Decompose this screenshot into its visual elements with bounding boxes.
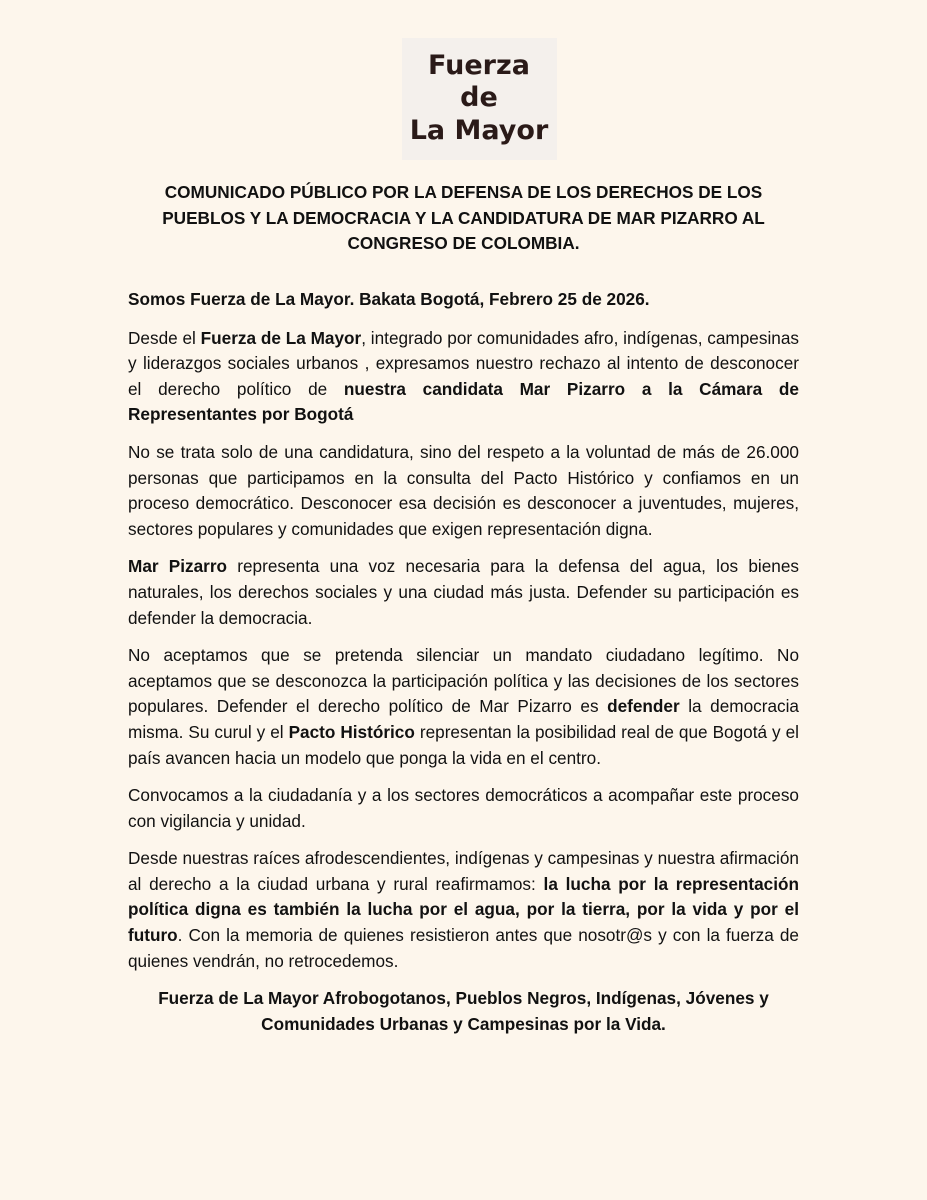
date-line: Somos Fuerza de La Mayor. Bakata Bogotá, Febrero 25 de 2026. — [128, 289, 650, 309]
p6-text-2: . Con la memoria de quienes resistieron antes que nosotr@s y con la fuerza de quienes vendrán, no retrocedemos. — [128, 925, 799, 971]
organization-logo — [402, 38, 557, 160]
p1-text-2: , integrado por comunidades afro, indígenas, campesinas y liderazgos sociales urbanos , expresamos nuestro rechazo al intento de desconocer el derecho político de — [128, 327, 799, 399]
logo-line-1: Fuerza — [428, 50, 530, 81]
paragraph-5: Convocamos a la ciudadanía y a los sectores democráticos a acompañar este proceso con vigilancia y unidad. — [128, 785, 799, 831]
p1-bold-1: Fuerza de La Mayor — [200, 327, 362, 348]
p4-bold-2: Pacto Histórico — [288, 721, 415, 742]
signature: Fuerza de La Mayor Afrobogotanos, Pueblos Negros, Indígenas, Jóvenes y Comunidades Urbanas y Campesinas por la Vida. — [158, 988, 769, 1034]
paragraph-3 — [128, 554, 799, 631]
p4-text-1: No aceptamos que se pretenda silenciar un mandato ciudadano legítimo. No aceptamos que se desconozca la participación política y las decisiones de los sectores populares. Defender el derecho político de Mar Pizarro es — [128, 645, 799, 717]
p3-bold-1: Mar Pizarro — [128, 556, 228, 577]
paragraph-2: No se trata solo de una candidatura, sino del respeto a la voluntad de más de 26.000 personas que participamos en la consulta del Pacto Histórico y confiamos en un proceso democrático. Desconocer esa decisión es desconocer a juventudes, mujeres, sectores populares y comunidades que exigen representación digna. — [128, 441, 799, 539]
paragraph-6 — [128, 846, 799, 974]
paragraph-4 — [128, 643, 799, 771]
p1-bold-2: nuestra candidata Mar Pizarro a la Cámara de Representantes por Bogotá — [128, 378, 799, 425]
logo-line-3: La Mayor — [409, 115, 549, 146]
paragraph-1 — [128, 326, 799, 428]
communique-title: COMUNICADO PÚBLICO POR LA DEFENSA DE LOS DERECHOS DE LOS PUEBLOS Y LA DEMOCRACIA Y LA CANDIDATURA DE MAR PIZARRO AL CONGRESO DE COLOMBIA. — [162, 182, 765, 253]
p6-text-1: Desde nuestras raíces afrodescendientes, indígenas y campesinas y nuestra afirmación al derecho a la ciudad urbana y rural reafirmamos: — [128, 848, 799, 894]
p1-text-1: Desde el — [128, 327, 201, 348]
p4-text-3: representan la posibilidad real de que Bogotá y el país avancen hacia un modelo que ponga la vida en el centro. — [128, 721, 799, 768]
p6-bold-1: la lucha por la representación política digna es también la lucha por el agua, por la tierra, por la vida y por el futuro — [128, 873, 799, 946]
logo-line-2: de — [460, 82, 498, 113]
communique-body — [128, 287, 799, 1049]
p3-text-1: representa una voz necesaria para la defensa del agua, los bienes naturales, los derechos sociales y una ciudad más justa. Defender su participación es defender la democracia. — [128, 556, 799, 628]
logo-graphic — [402, 38, 557, 160]
p4-text-2: la democracia misma. Su curul y el — [128, 696, 799, 742]
p4-bold-1: defender — [607, 696, 680, 717]
